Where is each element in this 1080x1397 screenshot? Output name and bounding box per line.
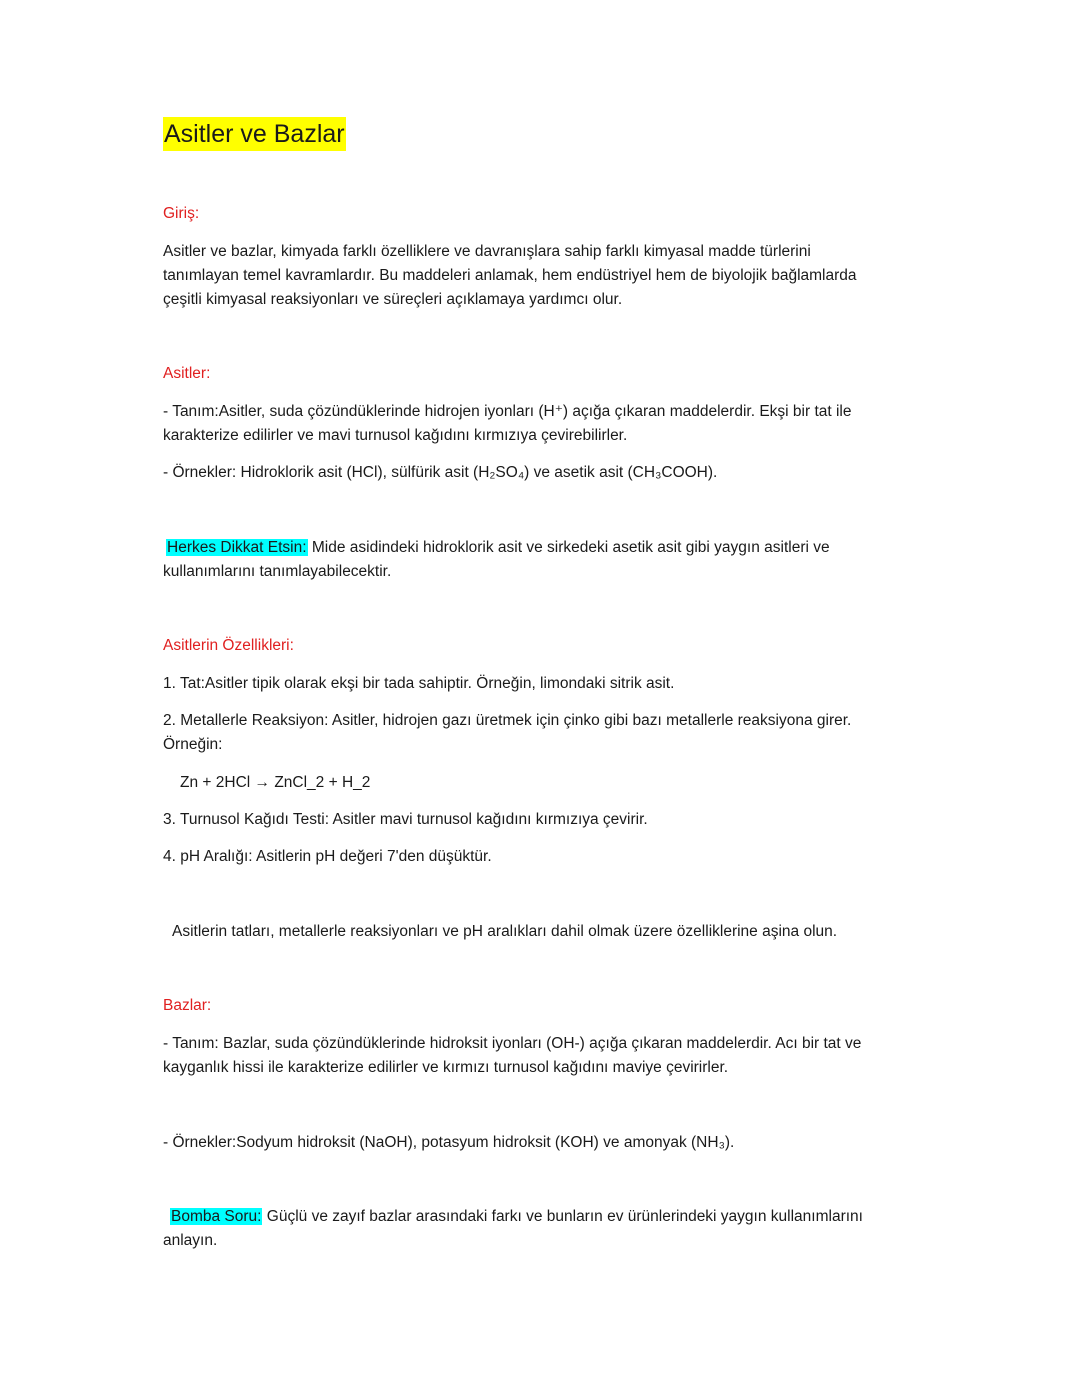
acid-property-2-line-1: 2. Metallerle Reaksiyon: Asitler, hidrojen gazı üretmek için çinko gibi bazı metallerle reaksiyona girer. [163,712,852,729]
reaction-formula: Zn + 2HCl → ZnCl_2 + H_2 [180,774,371,791]
acid-properties-summary: Asitlerin tatları, metallerle reaksiyonları ve pH aralıkları dahil olmak üzere özelliklerine aşina olun. [172,923,838,940]
bases-examples: - Örnekler:Sodyum hidroksit (NaOH), potasyum hidroksit (KOH) ve amonyak (NH₃). [163,1134,735,1151]
acids-heading: Asitler: [163,365,211,382]
note2-line-1 [170,1205,863,1229]
intro-heading: Giriş: [163,205,200,222]
note1-line-2: kullanımlarını tanımlayabilecektir. [163,563,392,580]
note1-label: Herkes Dikkat Etsin: [167,539,307,556]
acid-properties-heading: Asitlerin Özellikleri: [163,637,294,654]
intro-line-1: Asitler ve bazlar, kimyada farklı özelliklere ve davranışlara sahip farklı kimyasal madde türlerini [163,243,811,260]
intro-line-3: çeşitli kimyasal reaksiyonları ve süreçleri açıklamaya yardımcı olur. [163,291,623,308]
note2-label: Bomba Soru: [171,1208,262,1225]
acid-property-3: 3. Turnusol Kağıdı Testi: Asitler mavi turnusol kağıdını kırmızıya çevirir. [163,811,648,828]
document-title: Asitler ve Bazlar [163,117,346,151]
note2-line-2: anlayın. [163,1232,218,1249]
acids-examples: - Örnekler: Hidroklorik asit (HCl), sülfürik asit (H₂SO₄) ve asetik asit (CH₃COOH). [163,464,718,481]
note2-text: Güçlü ve zayıf bazlar arasındaki farkı ve bunların ev ürünlerindeki yaygın kullanımlarını [262,1208,863,1225]
bases-definition-line-1: - Tanım: Bazlar, suda çözündüklerinde hidroksit iyonları (OH-) açığa çıkaran maddelerdir. Acı bir tat ve [163,1035,862,1052]
acids-definition-line-2: karakterize edilirler ve mavi turnusol kağıdını kırmızıya çevirebilirler. [163,427,628,444]
acid-property-1: 1. Tat:Asitler tipik olarak ekşi bir tada sahiptir. Örneğin, limondaki sitrik asit. [163,675,675,692]
acid-property-2-line-2: Örneğin: [163,736,223,753]
bases-definition-line-2: kayganlık hissi ile karakterize edilirler ve kırmızı turnusol kağıdını maviye çevirirler. [163,1059,729,1076]
acids-definition-line-1: - Tanım:Asitler, suda çözündüklerinde hidrojen iyonları (H⁺) açığa çıkaran maddelerdir. Ekşi bir tat ile [163,403,852,420]
intro-line-2: tanımlayan temel kavramlardır. Bu maddeleri anlamak, hem endüstriyel hem de biyolojik bağlamlarda [163,267,857,284]
bases-heading: Bazlar: [163,997,212,1014]
note1-line-1 [166,536,830,560]
note1-text: Mide asidindeki hidroklorik asit ve sirkedeki asetik asit gibi yaygın asitleri ve [307,539,830,556]
acid-property-4: 4. pH Aralığı: Asitlerin pH değeri 7'den düşüktür. [163,848,492,865]
